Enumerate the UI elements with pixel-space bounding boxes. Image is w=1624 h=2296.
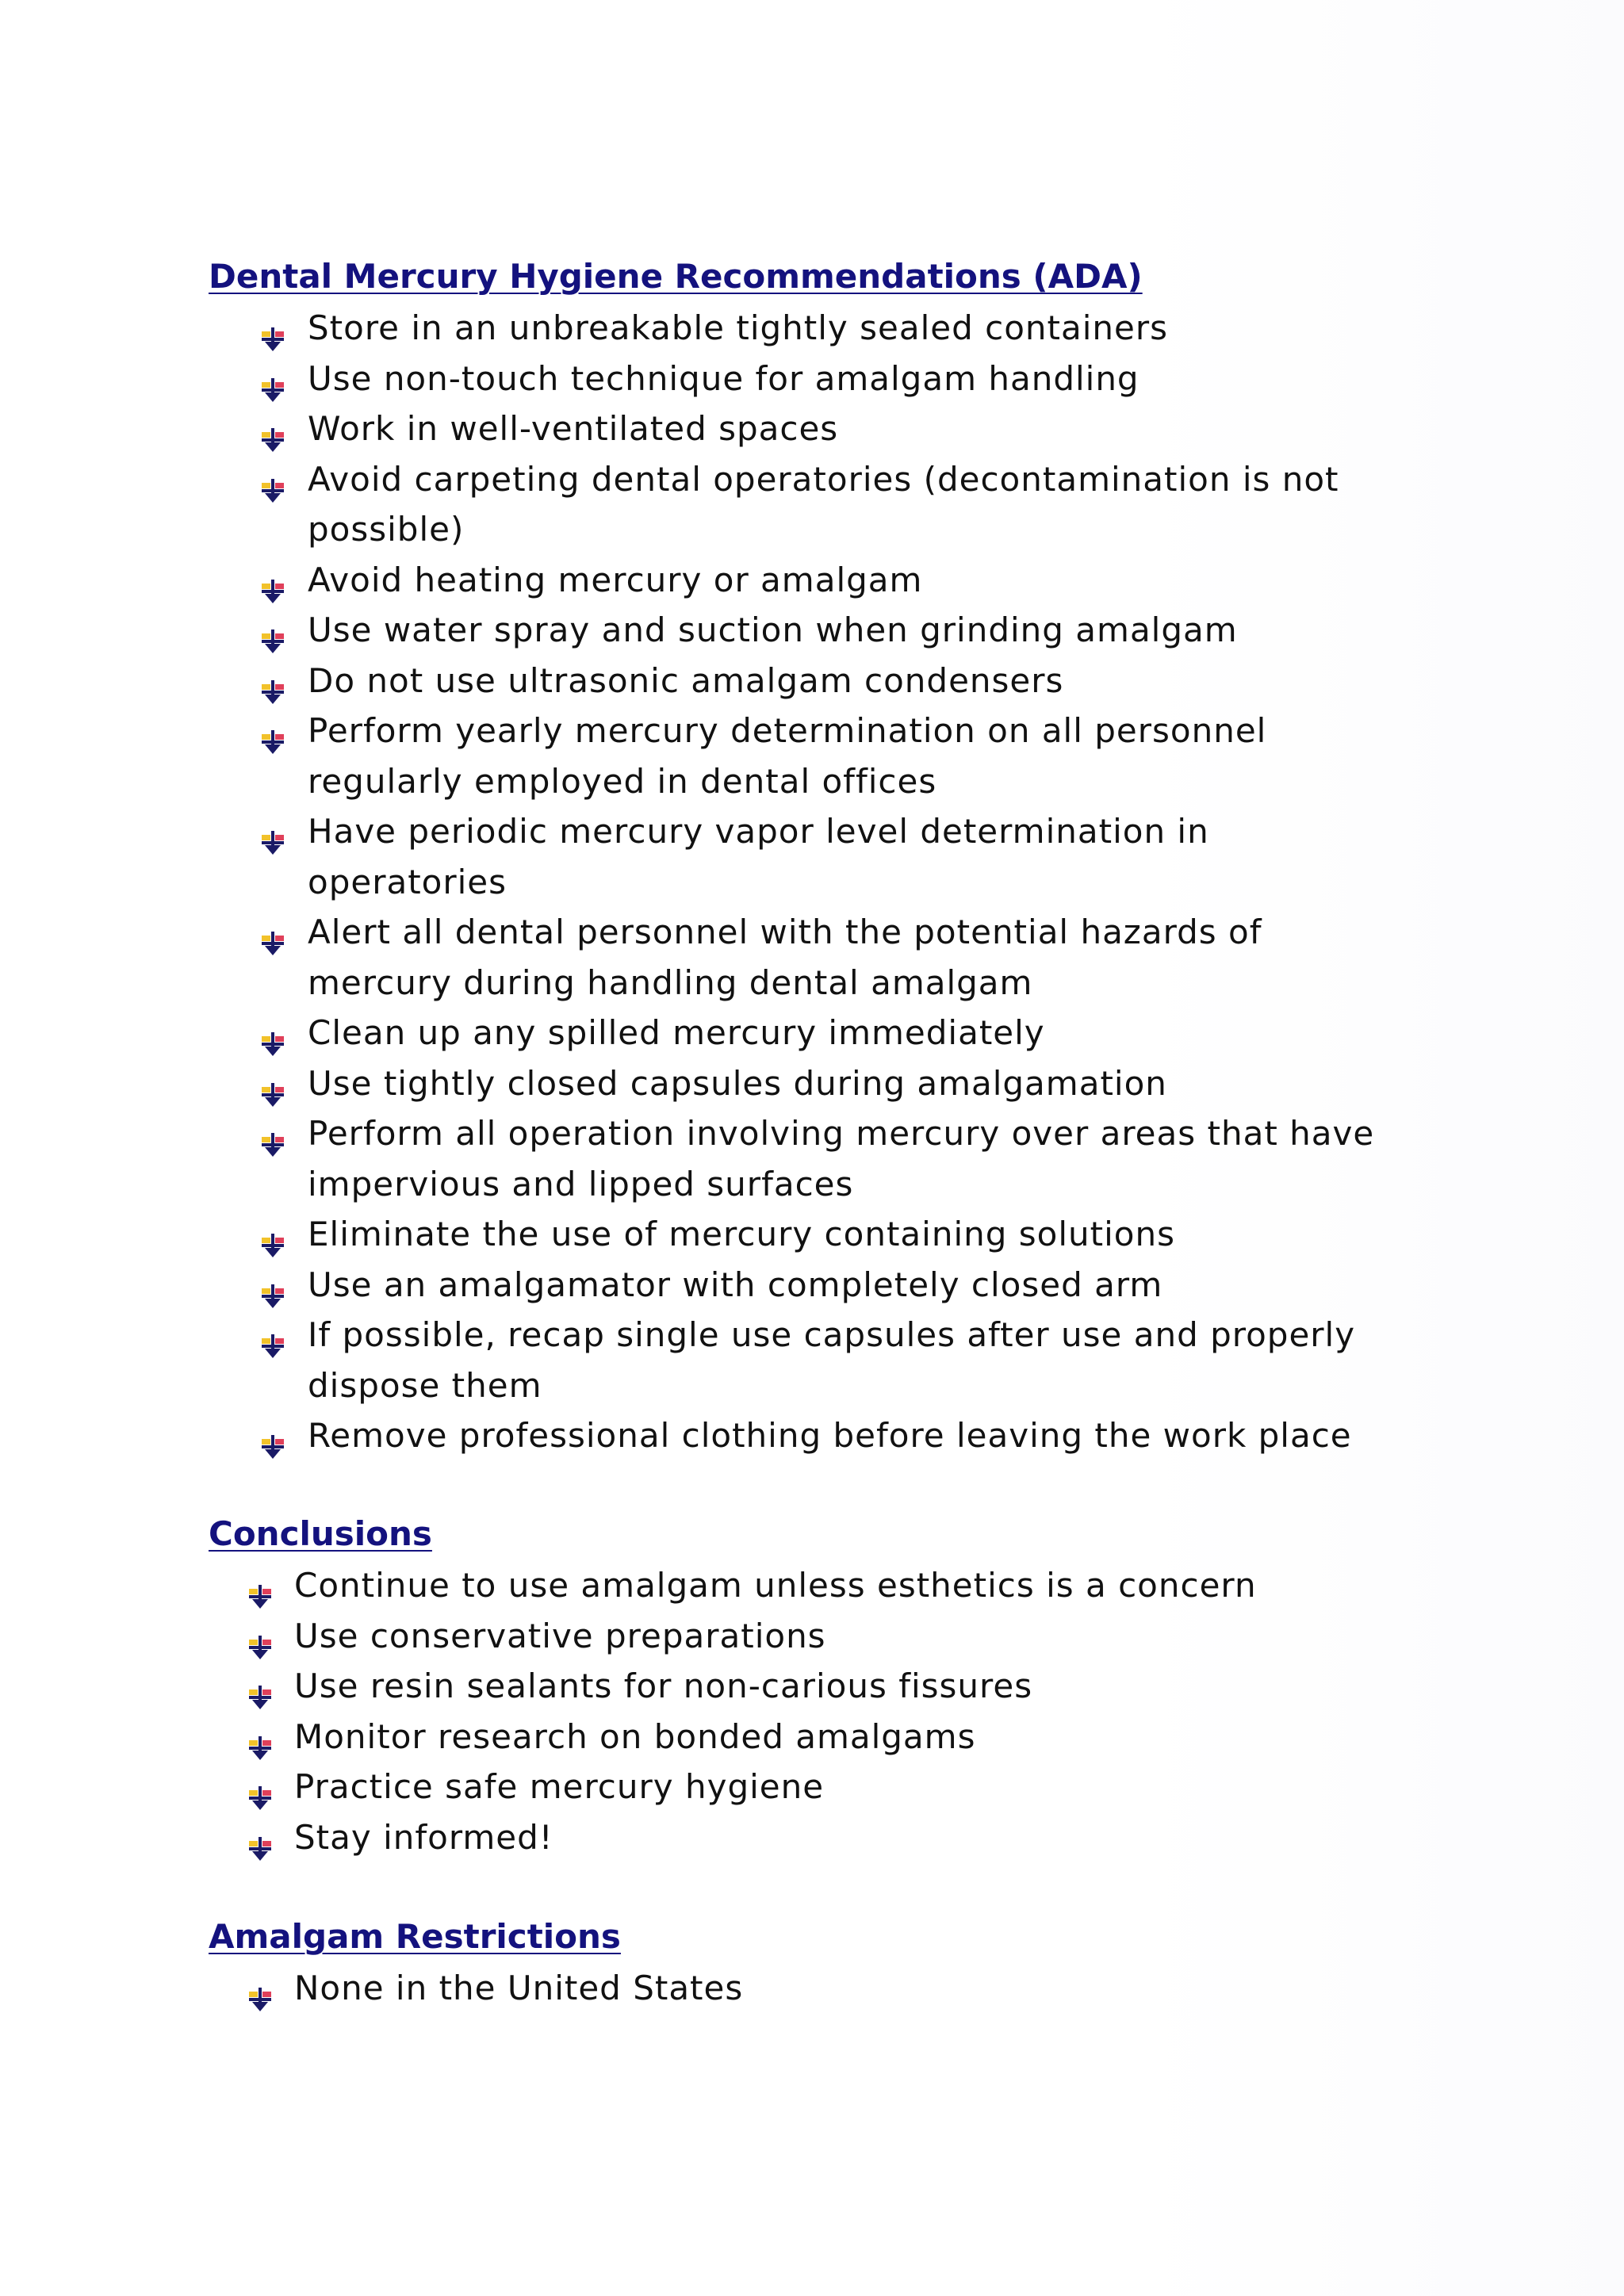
section-mercury-hygiene [209, 255, 1414, 1461]
list-item-text: Continue to use amalgam unless esthetics is a concern [294, 1566, 1257, 1605]
list-item-text: Use an amalgamator with completely closed arm [308, 1265, 1163, 1304]
list-item-text: Work in well-ventilated spaces [308, 409, 839, 448]
list-item [209, 303, 1414, 354]
arrow-down-bullet-icon [247, 1976, 274, 2001]
list-item [209, 555, 1414, 606]
arrow-down-bullet-icon [259, 1272, 286, 1298]
list-item-text: Use water spray and suction when grinding amalgam [308, 610, 1238, 649]
list-item-text: Perform all operation involving mercury over areas that have impervious and lipped surfaces [308, 1114, 1375, 1203]
list-item-text: Remove professional clothing before leaving the work place [308, 1416, 1352, 1455]
list-item [209, 454, 1414, 555]
section-heading[interactable]: Conclusions [209, 1514, 432, 1553]
arrow-down-bullet-icon [259, 1071, 286, 1096]
list-item [209, 1560, 1257, 1611]
list-item [209, 354, 1414, 404]
arrow-down-bullet-icon [247, 1624, 274, 1649]
section-heading[interactable]: Dental Mercury Hygiene Recommendations (ADA) [209, 257, 1143, 296]
arrow-down-bullet-icon [259, 1322, 286, 1348]
list-item-text: Stay informed! [294, 1817, 553, 1857]
arrow-down-bullet-icon [247, 1724, 274, 1750]
list-item [209, 1611, 1257, 1662]
list-item-text: Clean up any spilled mercury immediately [308, 1013, 1045, 1052]
arrow-down-bullet-icon [259, 1121, 286, 1146]
list-item-text: Avoid carpeting dental operatories (decontamination is not possible) [308, 459, 1339, 549]
list-item [209, 806, 1414, 907]
conclusions-list [209, 1560, 1257, 1862]
arrow-down-bullet-icon [259, 1423, 286, 1448]
arrow-down-bullet-icon [259, 416, 286, 442]
list-item-text: Use resin sealants for non-carious fissures [294, 1667, 1033, 1705]
list-item-text: Monitor research on bonded amalgams [294, 1716, 976, 1756]
arrow-down-bullet-icon [259, 467, 286, 492]
list-item [209, 605, 1414, 656]
section-amalgam-restrictions [209, 1915, 743, 2014]
list-item-text: Have periodic mercury vapor level determination in operatories [308, 812, 1209, 901]
list-item [209, 1209, 1414, 1260]
recommendations-list [209, 303, 1414, 1461]
arrow-down-bullet-icon [259, 668, 286, 694]
arrow-down-bullet-icon [259, 920, 286, 945]
arrow-down-bullet-icon [259, 718, 286, 744]
list-item-text: Avoid heating mercury or amalgam [308, 560, 923, 599]
list-item [209, 1812, 1257, 1863]
list-item [209, 1712, 1257, 1762]
restrictions-list [209, 1963, 743, 2014]
arrow-down-bullet-icon [247, 1825, 274, 1850]
list-item [209, 907, 1414, 1008]
list-item [209, 1762, 1257, 1812]
arrow-down-bullet-icon [259, 568, 286, 593]
list-item-text: Alert all dental personnel with the potential hazards of mercury during handling dental amalgam [308, 913, 1262, 1002]
arrow-down-bullet-icon [259, 316, 286, 341]
list-item [209, 1058, 1414, 1109]
list-item [209, 706, 1414, 806]
list-item [209, 404, 1414, 454]
section-heading[interactable]: Amalgam Restrictions [209, 1917, 621, 1956]
list-item [209, 1108, 1414, 1209]
list-item [209, 1963, 743, 2014]
arrow-down-bullet-icon [247, 1674, 274, 1699]
list-item [209, 1661, 1257, 1712]
section-conclusions [209, 1513, 1257, 1862]
list-item-text: Eliminate the use of mercury containing solutions [308, 1215, 1175, 1253]
list-item [209, 656, 1414, 706]
list-item-text: Use tightly closed capsules during amalgamation [308, 1063, 1167, 1103]
arrow-down-bullet-icon [259, 1222, 286, 1247]
list-item-text: Practice safe mercury hygiene [294, 1767, 825, 1806]
list-item-text: Perform yearly mercury determination on all personnel regularly employed in dental offices [308, 711, 1267, 801]
list-item [209, 1310, 1414, 1410]
list-item-text: Use conservative preparations [294, 1616, 826, 1655]
list-item-text: Use non-touch technique for amalgam handling [308, 358, 1139, 398]
list-item [209, 1260, 1414, 1311]
list-item-text: If possible, recap single use capsules after use and properly dispose them [308, 1315, 1356, 1405]
list-item-text: None in the United States [294, 1969, 744, 2007]
arrow-down-bullet-icon [259, 1020, 286, 1046]
arrow-down-bullet-icon [259, 366, 286, 392]
arrow-down-bullet-icon [259, 618, 286, 643]
arrow-down-bullet-icon [247, 1573, 274, 1598]
list-item [209, 1410, 1414, 1461]
list-item-text: Do not use ultrasonic amalgam condensers [308, 660, 1064, 700]
arrow-down-bullet-icon [259, 819, 286, 844]
list-item-text: Store in an unbreakable tightly sealed containers [308, 308, 1168, 347]
list-item [209, 1008, 1414, 1058]
arrow-down-bullet-icon [247, 1774, 274, 1800]
